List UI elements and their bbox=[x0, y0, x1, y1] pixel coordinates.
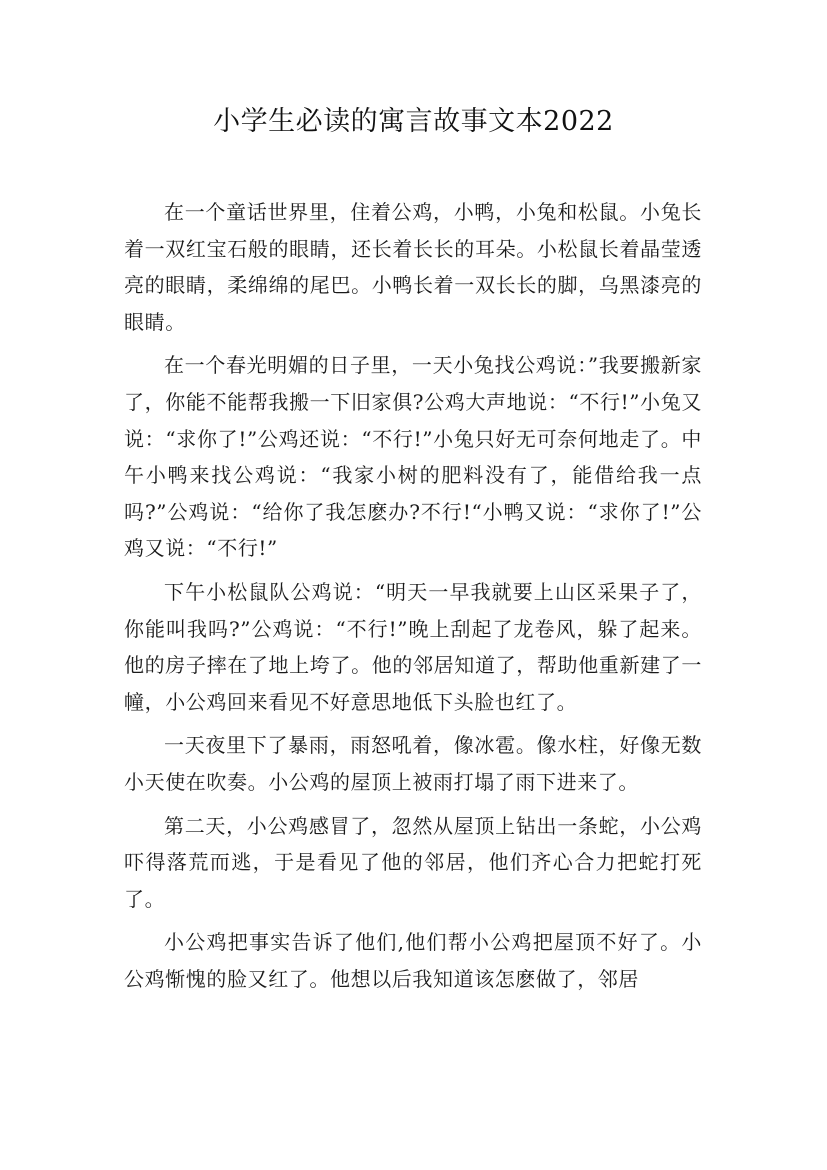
document-body bbox=[124, 194, 702, 1004]
paragraph-6: 小公鸡把事实告诉了他们,他们帮小公鸡把屋顶不好了。小公鸡惭愧的脸又红了。他想以后我知道该怎麽做了，邻居 bbox=[124, 930, 702, 991]
paragraph-3: 下午小松鼠队公鸡说：“明天一早我就要上山区采果子了，你能叫我吗?”公鸡说：“不行!”晚上刮起了龙卷风，躲了起来。他的房子摔在了地上垮了。他的邻居知道了，帮助他重新建了一幢，小公鸡回来看见不好意思地低下头脸也红了。 bbox=[124, 579, 702, 714]
document-title: 小学生必读的寓言故事文本2022 bbox=[213, 106, 614, 137]
paragraph-2: 在一个春光明媚的日子里，一天小兔找公鸡说：”我要搬新家了，你能不能帮我搬一下旧家俱?公鸡大声地说：“不行!”小兔又说：“求你了!”公鸡还说：“不行!”小兔只好无可奈何地走了。中午小鸭来找公鸡说：“我家小树的肥料没有了，能借给我一点吗?”公鸡说：“给你了我怎麽办?不行!“小鸭又说：“求你了!”公鸡又说：“不行!” bbox=[124, 353, 702, 561]
paragraph-5: 第二天，小公鸡感冒了，忽然从屋顶上钻出一条蛇，小公鸡吓得落荒而逃，于是看见了他的邻居，他们齐心合力把蛇打死了。 bbox=[124, 813, 702, 911]
paragraph-1: 在一个童话世界里，住着公鸡，小鸭，小兔和松鼠。小兔长着一双红宝石般的眼睛，还长着长长的耳朵。小松鼠长着晶莹透亮的眼睛，柔绵绵的尾巴。小鸭长着一双长长的脚，乌黑漆亮的眼睛。 bbox=[124, 200, 702, 334]
paragraph-4: 一天夜里下了暴雨，雨怒吼着，像冰雹。像水柱，好像无数小天使在吹奏。小公鸡的屋顶上被雨打塌了雨下进来了。 bbox=[124, 733, 702, 794]
